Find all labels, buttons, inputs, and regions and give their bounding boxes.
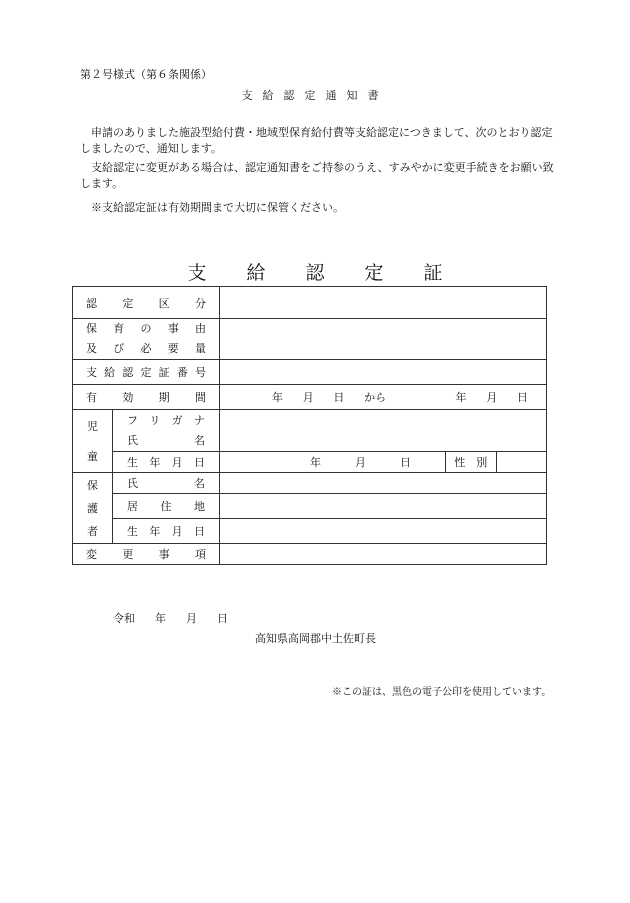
label-address: 居 住 地 (127, 500, 205, 513)
row-category (73, 287, 547, 319)
label-guardian-dob: 生 年 月 日 (127, 525, 205, 538)
label-guardian-name: 氏 名 (127, 477, 205, 490)
row-number (73, 360, 547, 385)
value-changes (220, 544, 547, 565)
row-reason (73, 319, 547, 360)
row-guardian-dob (73, 519, 547, 544)
value-category (220, 287, 547, 319)
label-child-name: フ リ ガ ナ 氏 名 (127, 413, 205, 447)
row-guardian-name (73, 473, 547, 494)
seal-note: ※この証は、黒色の電子公印を使用しています。 (332, 687, 552, 698)
value-child-name (220, 410, 547, 452)
label-category: 認 定 区 分 (86, 296, 206, 310)
label-period: 有 効 期 間 (86, 391, 206, 404)
row-changes (73, 544, 547, 565)
row-child-dob (73, 452, 547, 473)
value-guardian-dob (220, 519, 547, 544)
value-reason (220, 319, 547, 360)
issuer: 高知県高岡郡中土佐町長 (255, 632, 376, 645)
label-child-dob: 生 年 月 日 (127, 456, 205, 469)
label-guardian-group: 保 護 者 (87, 479, 98, 538)
issue-date: 令和 年 月 日 (113, 612, 228, 625)
row-period (73, 385, 547, 410)
paragraph-1: 申請のありました施設型給付費・地域型保育給付費等支給認定につきまして、次のとおり認定しましたので、通知します。 (80, 126, 553, 155)
row-child-name (73, 410, 547, 452)
label-reason: 保 育 の 事 由 及 び 必 要 量 (86, 322, 206, 355)
form-number: 第２号様式（第６条関係） (80, 68, 212, 81)
value-period: 年 月 日 から 年 月 日 (272, 391, 528, 404)
value-address (220, 494, 547, 519)
certificate-title: 支 給 認 定 証 (187, 262, 443, 284)
value-child-dob: 年 月 日 (310, 456, 411, 469)
label-sex: 性 別 (445, 452, 497, 472)
row-address (73, 494, 547, 519)
notice-title: 支給認定通知書 (241, 89, 389, 102)
value-guardian-name (220, 473, 547, 494)
label-number: 支 給 認 定 証 番 号 (86, 366, 206, 379)
label-changes: 変 更 事 項 (86, 548, 206, 561)
paragraph-3: ※支給認定証は有効期間まで大切に保管ください。 (91, 201, 344, 214)
label-child-group: 児 童 (87, 420, 98, 463)
value-number (220, 360, 547, 385)
paragraph-2: 支給認定に変更がある場合は、認定通知書をご持参のうえ、すみやかに変更手続きをお願い致します。 (80, 161, 554, 190)
certificate-table (72, 286, 547, 565)
